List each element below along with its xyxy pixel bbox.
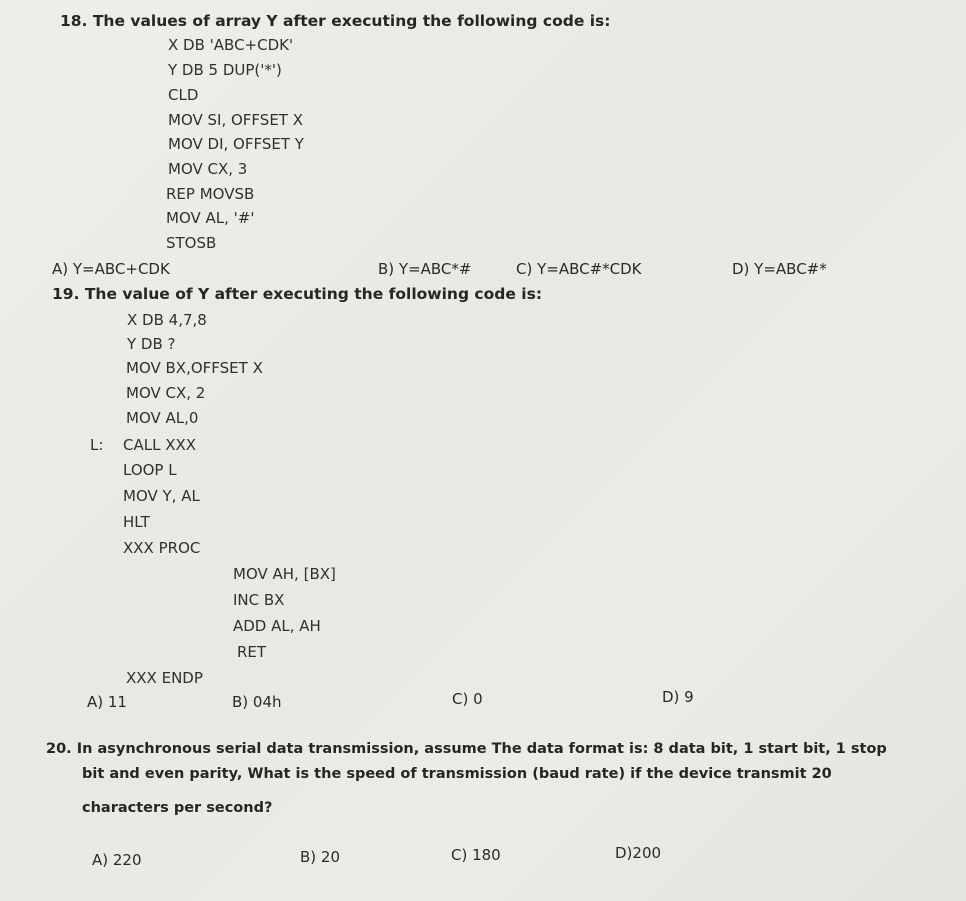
q19-option-c: C) 0 <box>452 690 483 708</box>
code-line: MOV AL, '#' <box>166 209 255 227</box>
proc-line: RET <box>237 643 267 661</box>
q18-title: 18. The values of array Y after executing the following code is: <box>60 12 611 30</box>
q18-option-a: A) Y=ABC+CDK <box>52 260 170 278</box>
code-line: MOV CX, 3 <box>168 160 248 178</box>
code-line: CLD <box>168 86 199 104</box>
q20-line: bit and even parity, What is the speed of transmission (baud rate) if the device transmit 20 <box>82 766 832 782</box>
q20-option-d: D)200 <box>615 844 662 862</box>
q20-line: characters per second? <box>82 800 273 816</box>
code-line: X DB 'ABC+CDK' <box>168 36 294 54</box>
q19-option-d: D) 9 <box>662 688 694 706</box>
q20-option-a: A) 220 <box>92 851 142 869</box>
code-line: Y DB 5 DUP('*') <box>168 61 282 79</box>
code-line: STOSB <box>166 234 217 252</box>
q20-option-c: C) 180 <box>451 846 501 864</box>
proc-line: INC BX <box>233 591 285 609</box>
code-line: XXX PROC <box>123 539 201 557</box>
code-line: HLT <box>123 513 150 531</box>
code-line: MOV CX, 2 <box>126 384 206 402</box>
q18-option-d: D) Y=ABC#* <box>732 260 827 278</box>
code-line: MOV DI, OFFSET Y <box>168 135 304 153</box>
q18-option-c: C) Y=ABC#*CDK <box>516 260 642 278</box>
q18-option-b: B) Y=ABC*# <box>378 260 472 278</box>
code-line: LOOP L <box>123 461 177 479</box>
q20-option-b: B) 20 <box>300 848 340 866</box>
code-line: CALL XXX <box>123 436 197 454</box>
proc-end-line: XXX ENDP <box>126 669 203 687</box>
code-line: Y DB ? <box>127 335 176 353</box>
code-line: REP MOVSB <box>166 185 255 203</box>
code-line: MOV AL,0 <box>126 409 199 427</box>
code-line: X DB 4,7,8 <box>127 311 207 329</box>
q19-title: 19. The value of Y after executing the following code is: <box>52 285 543 303</box>
q19-option-b: B) 04h <box>232 693 282 711</box>
proc-line: ADD AL, AH <box>233 617 321 635</box>
q19-option-a: A) 11 <box>87 693 127 711</box>
loop-label: L: <box>90 436 104 454</box>
q20-line: 20. In asynchronous serial data transmission, assume The data format is: 8 data bit, 1 start bit, 1 stop <box>46 741 887 757</box>
proc-line: MOV AH, [BX] <box>233 565 336 583</box>
code-line: MOV BX,OFFSET X <box>126 359 263 377</box>
code-line: MOV Y, AL <box>123 487 200 505</box>
code-line: MOV SI, OFFSET X <box>168 111 303 129</box>
